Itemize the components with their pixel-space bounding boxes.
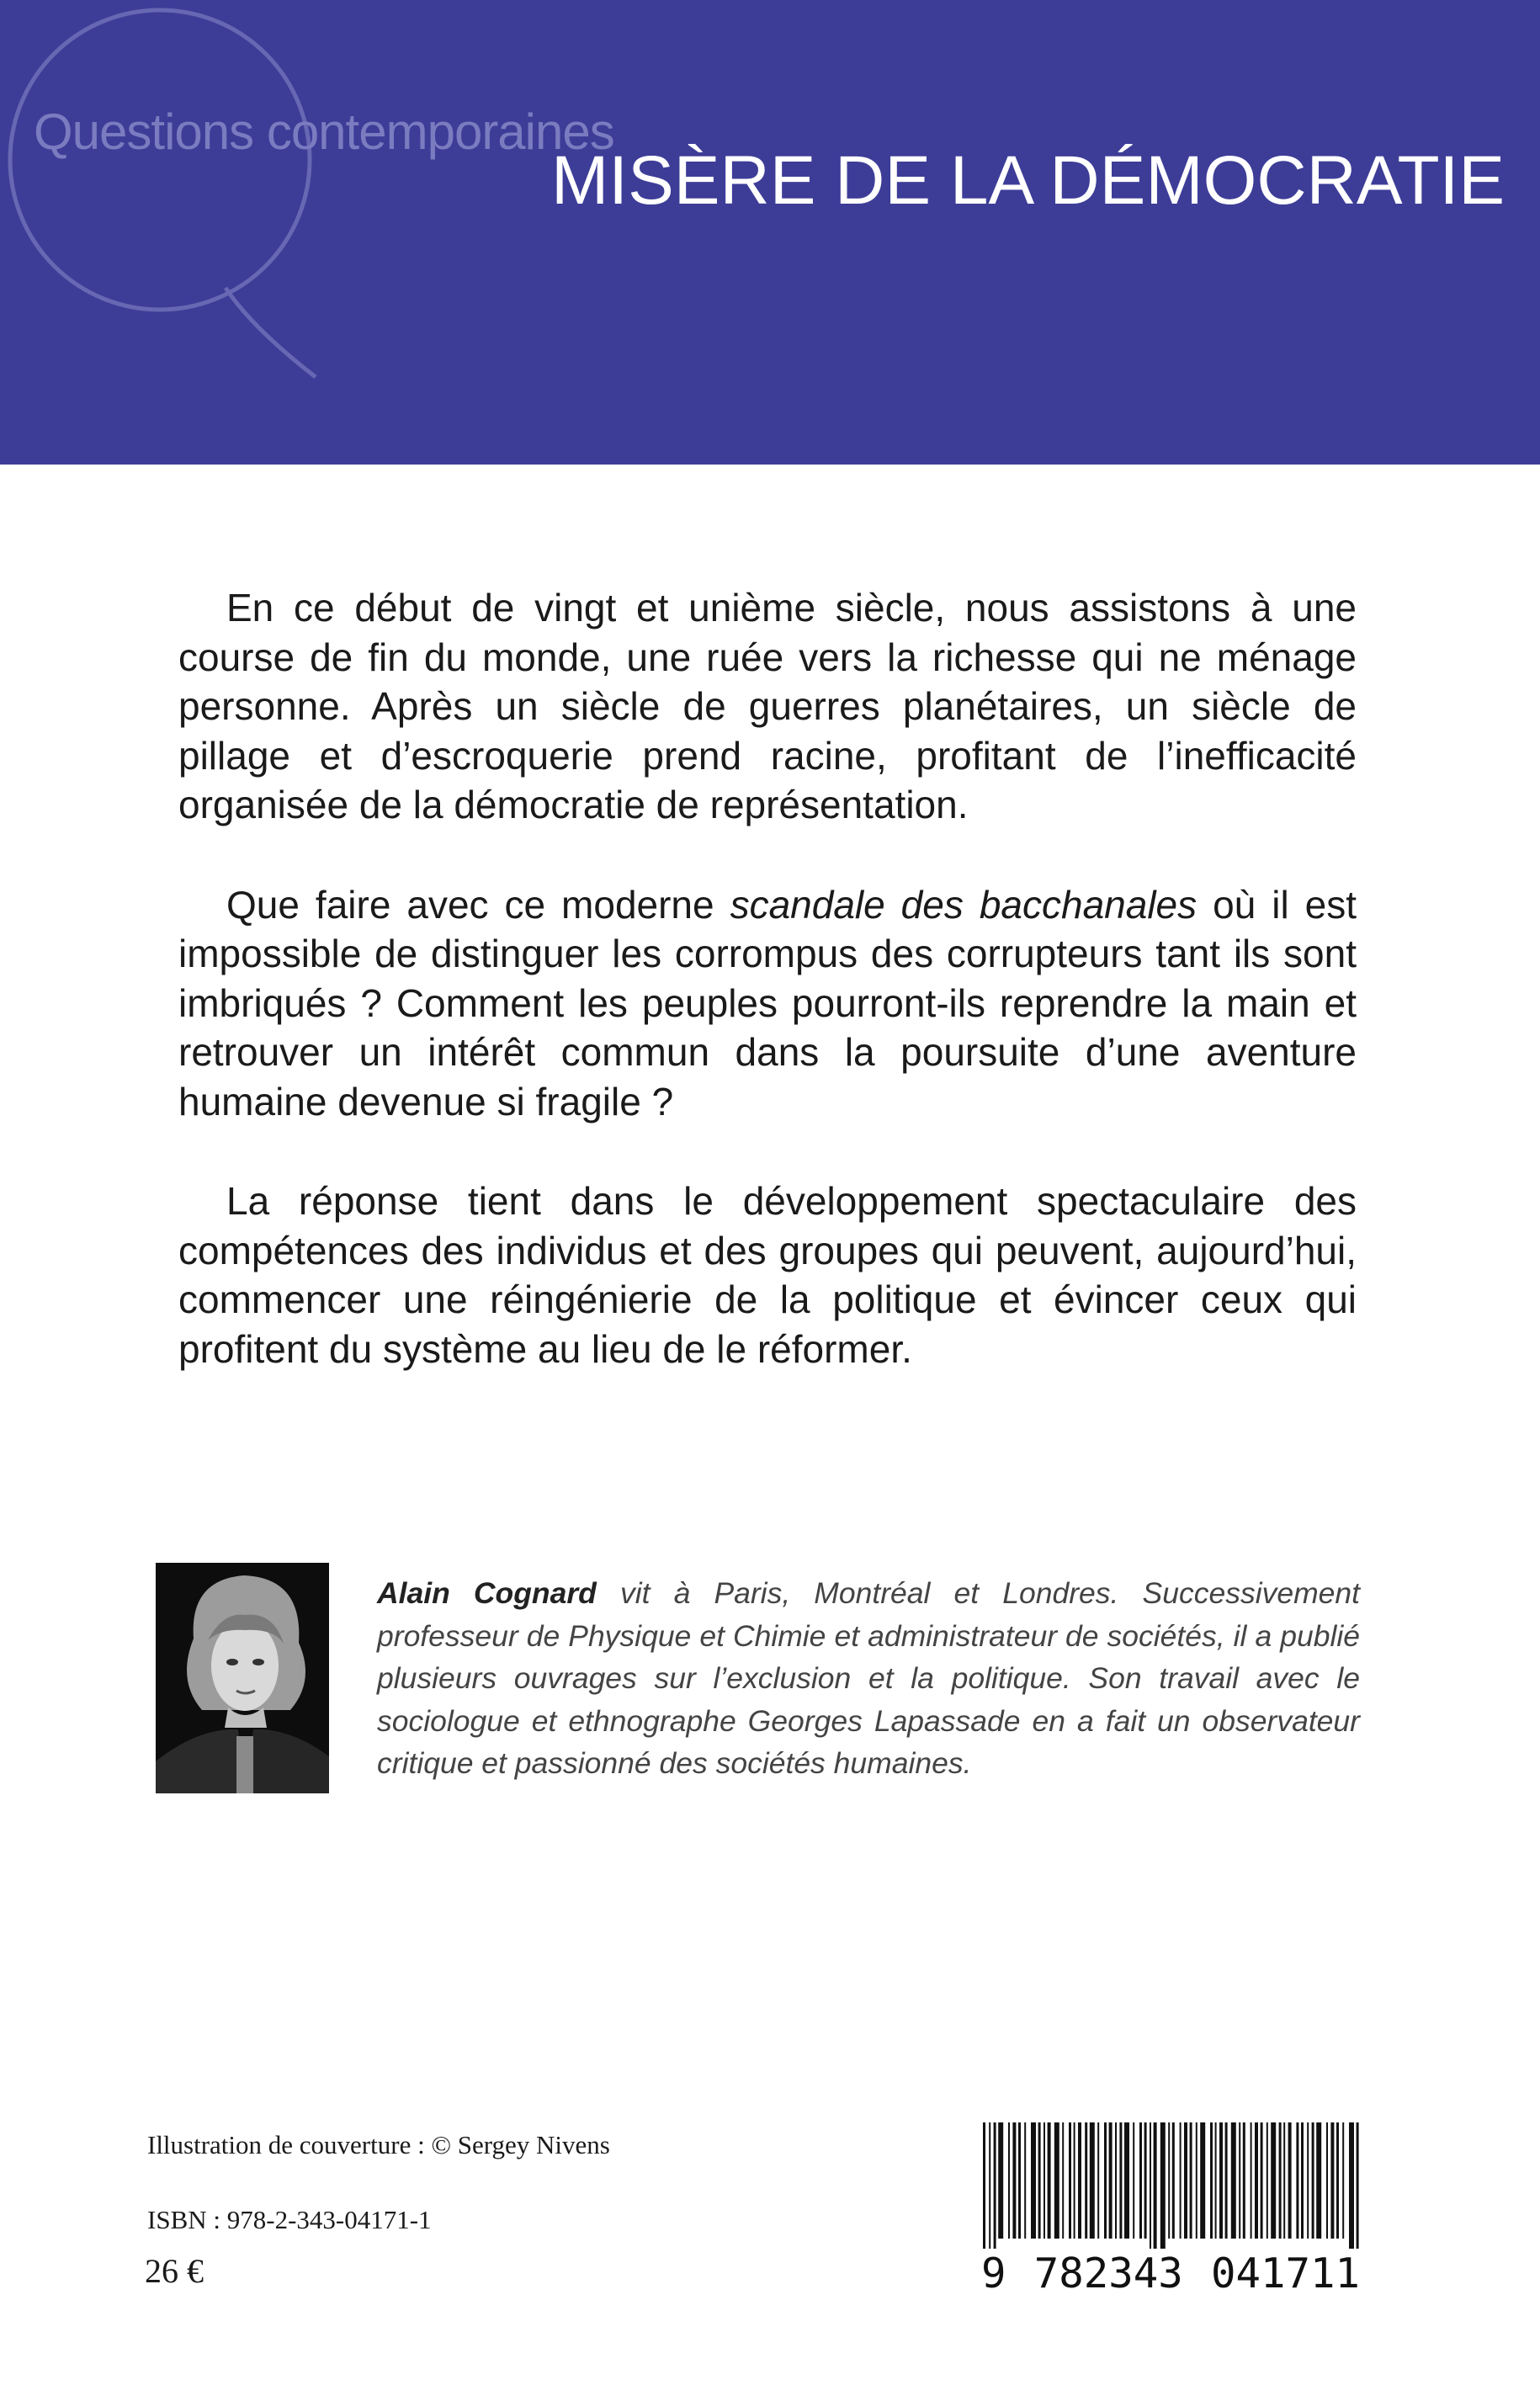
barcode-bar (1109, 2122, 1113, 2239)
barcode-bar (1043, 2122, 1045, 2239)
barcode-bar (1150, 2122, 1151, 2249)
author-bio (377, 1572, 1360, 1785)
blurb-paragraph-3: La réponse tient dans le développement spectaculaire des compétences des individus et des groupes qui peuvent, aujourd’hui, commencer une réingénierie de la politique et évincer ceux qui profitent du système au lieu de le réformer. (178, 1179, 1357, 1371)
blurb-paragraph-2 (178, 880, 1357, 1127)
barcode-bar (1251, 2122, 1252, 2239)
barcode-bar (1104, 2122, 1107, 2239)
barcode-bar (1018, 2122, 1021, 2239)
barcode-bar (1154, 2122, 1157, 2249)
barcode-bar (1271, 2122, 1276, 2239)
barcode-bar (1144, 2122, 1147, 2239)
cover-illustration-credit: Illustration de couverture : © Sergey Nivens (147, 2130, 610, 2159)
barcode-bar (1048, 2122, 1051, 2239)
barcode-bar (1074, 2122, 1075, 2239)
barcode-bar (1172, 2122, 1175, 2239)
barcode-digits (981, 2250, 1360, 2297)
cover-header-band (0, 0, 1540, 465)
blurb-p2-italic: scandale des bacchanales (730, 882, 1197, 927)
isbn-barcode (976, 2122, 1363, 2253)
barcode-digits-right: 041711 (1210, 2250, 1360, 2297)
barcode-bar (1342, 2122, 1344, 2239)
barcode-bar (1231, 2122, 1236, 2239)
barcode-bar (1124, 2122, 1129, 2239)
barcode-bar (998, 2122, 1003, 2239)
barcode-bar (994, 2122, 996, 2249)
barcode-bar (1336, 2122, 1339, 2239)
barcode-bar (1119, 2122, 1122, 2239)
series-q-logo (0, 0, 438, 465)
barcode-bar (1024, 2122, 1026, 2239)
barcode-bar (1243, 2122, 1245, 2239)
barcode-bar (1115, 2122, 1117, 2239)
barcode-bar (1210, 2122, 1213, 2239)
author-photo (156, 1563, 329, 1793)
barcode-bar (1349, 2122, 1354, 2249)
barcode-bar (1008, 2122, 1010, 2239)
isbn: ISBN : 978-2-343-04171-1 (147, 2205, 432, 2234)
author-bio-text: vit à Paris, Montréal et Londres. Successivement professeur de Physique et Chimie et administrateur de sociétés, il a publié plusieurs ouvrages sur l’exclusion et la politique. Son travail avec le sociologue et ethnographe Georges Lapassade en a fait un observateur critique et passionné des sociétés humaines. (377, 1576, 1360, 1780)
barcode-bar (1160, 2122, 1166, 2249)
barcode-bar (1255, 2122, 1258, 2239)
barcode-bar (1307, 2122, 1309, 2239)
barcode-bar (1267, 2122, 1268, 2239)
barcode-bar (1219, 2122, 1223, 2239)
barcode-bar (1031, 2122, 1036, 2239)
back-cover-blurb (178, 583, 1357, 1424)
book-title: MISÈRE DE LA DÉMOCRATIE (551, 142, 1505, 219)
barcode-bar (1283, 2122, 1285, 2239)
barcode-bar (1090, 2122, 1095, 2239)
barcode-bar (1215, 2122, 1217, 2239)
barcode-digits-left: 782343 (1033, 2250, 1183, 2297)
blurb-p2-start: Que faire avec ce moderne (226, 882, 730, 927)
barcode-bar (1239, 2122, 1240, 2239)
barcode-bar (1316, 2122, 1321, 2239)
barcode-bar (1326, 2122, 1328, 2239)
barcode-bar (1330, 2122, 1334, 2239)
barcode-bar (1196, 2122, 1197, 2239)
barcode-bar (1085, 2122, 1087, 2239)
barcode-bar (1069, 2122, 1071, 2239)
barcode-bar (1312, 2122, 1314, 2239)
barcode-bar (1296, 2122, 1298, 2239)
barcode-bar (1288, 2122, 1292, 2239)
price: 26 € (145, 2252, 204, 2290)
barcode-bar (1097, 2122, 1099, 2239)
barcode-bar (1012, 2122, 1016, 2239)
barcode-bar (1139, 2122, 1142, 2239)
barcode-bar (989, 2122, 990, 2249)
barcode-bar (1184, 2122, 1187, 2239)
barcode-bar (1054, 2122, 1059, 2239)
blurb-p2-end: où il est impossible de distinguer les corrompus des corrupteurs tant ils sont imbriqués ? Comment les peuples pourront-ils reprendre la main et retrouver un intérêt commun dans la poursuite d’une aventure humaine devenue si fragile ? (178, 882, 1357, 1123)
barcode-bar (1200, 2122, 1205, 2239)
barcode-bar (1225, 2122, 1228, 2239)
barcode-bar (983, 2122, 985, 2249)
barcode-bar (1038, 2122, 1041, 2239)
barcode-bar (1190, 2122, 1192, 2239)
series-name: Questions contemporaines (34, 104, 614, 160)
barcode-bar (1180, 2122, 1182, 2239)
barcode-bar (1357, 2122, 1359, 2249)
blurb-paragraph-1: En ce début de vingt et unième siècle, nous assistons à une course de fin du monde, une ruée vers la richesse qui ne ménage personne. Après un siècle de guerres planétaires, un siècle de pillage et d’escroquerie prend racine, profitant de l’inefficacité organisée de la démocratie de représentation. (178, 586, 1357, 826)
barcode-bar (1261, 2122, 1263, 2239)
barcode-bar (1078, 2122, 1081, 2239)
author-name: Alain Cognard (377, 1576, 597, 1610)
barcode-bar (1133, 2122, 1134, 2239)
barcode-digit-lead: 9 (981, 2250, 1006, 2297)
barcode-bar (1062, 2122, 1064, 2239)
barcode-bar (1279, 2122, 1282, 2239)
barcode-bar (1301, 2122, 1304, 2239)
barcode-bar (1168, 2122, 1170, 2239)
